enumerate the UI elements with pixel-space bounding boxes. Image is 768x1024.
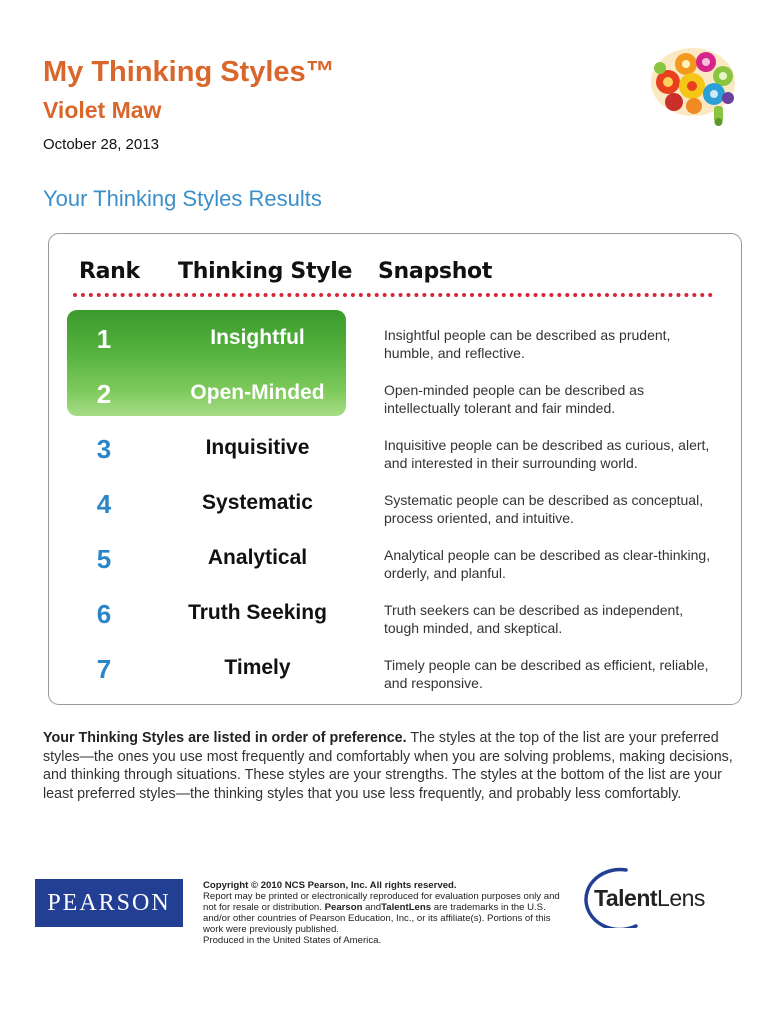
column-header-snapshot: Snapshot bbox=[378, 259, 493, 284]
report-title: My Thinking Styles™ bbox=[43, 56, 335, 88]
style-snapshot: Inquisitive people can be described as curious, alert, and interested in their surrounding world. bbox=[384, 437, 710, 471]
legal-and: and bbox=[362, 902, 382, 913]
table-row bbox=[0, 318, 768, 373]
thinking-style-name: Analytical bbox=[207, 546, 308, 569]
pearson-logo bbox=[35, 879, 183, 927]
results-heading: Your Thinking Styles Results bbox=[43, 186, 322, 211]
table-row bbox=[0, 593, 768, 648]
rank-number: 6 bbox=[96, 599, 112, 629]
style-snapshot: Systematic people can be described as conceptual, process oriented, and intuitive. bbox=[384, 492, 704, 526]
talentlens-logo bbox=[576, 866, 716, 928]
explanation-lead: Your Thinking Styles are listed in order of preference. bbox=[43, 730, 407, 746]
style-snapshot: Timely people can be described as efficient, reliable, and responsive. bbox=[384, 657, 709, 691]
copyright-line: Copyright © 2010 NCS Pearson, Inc. All rights reserved. bbox=[203, 880, 457, 891]
thinking-style-name: Systematic bbox=[202, 491, 313, 514]
legal-text bbox=[203, 891, 563, 935]
rank-number: 7 bbox=[96, 654, 112, 684]
column-header-thinking-style: Thinking Style bbox=[178, 259, 353, 284]
colorful-brain-gears-icon bbox=[648, 42, 738, 128]
produced-line: Produced in the United States of America. bbox=[203, 935, 382, 946]
legal-text-part: are trademarks in the U.S. and/or other countries of Pearson Education, Inc., or its affiliate(s). Portions of this work were previously published. bbox=[203, 902, 551, 935]
explanation-body: The styles at the top of the list are your preferred styles—the ones you use most frequently and comfortably when you are solving problems, making decisions, and thinking through situations. These styles are your strengths. The styles at the bottom of the list are your least preferred styles—the thinking styles that you use less frequently, and probably less comfortably. bbox=[43, 730, 733, 802]
rank-number: 2 bbox=[96, 379, 112, 409]
rank-number: 5 bbox=[96, 544, 112, 574]
explanation-paragraph bbox=[43, 729, 733, 803]
talentlens-logo-part: Talent bbox=[594, 885, 658, 911]
style-snapshot: Truth seekers can be described as independent, tough minded, and skeptical. bbox=[384, 602, 684, 636]
dotted-divider bbox=[73, 293, 713, 297]
table-row bbox=[0, 648, 768, 703]
table-row bbox=[0, 483, 768, 538]
style-snapshot: Insightful people can be described as prudent, humble, and reflective. bbox=[384, 327, 671, 361]
talentlens-logo-text bbox=[594, 885, 705, 912]
pearson-logo-text: PEARSON bbox=[47, 889, 171, 916]
rank-number: 3 bbox=[96, 434, 112, 464]
thinking-style-name: Timely bbox=[224, 656, 291, 679]
talentlens-logo-part: Lens bbox=[657, 885, 705, 911]
table-row bbox=[0, 428, 768, 483]
thinking-style-name: Open-Minded bbox=[190, 381, 325, 404]
legal-talentlens: TalentLens bbox=[381, 902, 432, 913]
legal-text-part: Report may be printed or electronically reproduced for evaluation purposes only and not for resale or distribution. bbox=[203, 891, 560, 913]
report-date: October 28, 2013 bbox=[43, 136, 159, 153]
table-row bbox=[0, 538, 768, 593]
style-snapshot: Analytical people can be described as clear-thinking, orderly, and planful. bbox=[384, 547, 711, 581]
thinking-style-name: Truth Seeking bbox=[188, 601, 327, 624]
legal-pearson: Pearson bbox=[324, 902, 363, 913]
rank-number: 1 bbox=[96, 324, 112, 354]
person-name: Violet Maw bbox=[43, 97, 162, 123]
column-header-rank: Rank bbox=[79, 259, 140, 284]
copyright-notice bbox=[203, 880, 563, 946]
thinking-style-name: Inquisitive bbox=[205, 436, 310, 459]
rank-number: 4 bbox=[96, 489, 112, 519]
thinking-style-name: Insightful bbox=[210, 326, 305, 349]
table-row bbox=[0, 373, 768, 428]
style-snapshot: Open-minded people can be described as intellectually tolerant and fair minded. bbox=[384, 382, 644, 416]
